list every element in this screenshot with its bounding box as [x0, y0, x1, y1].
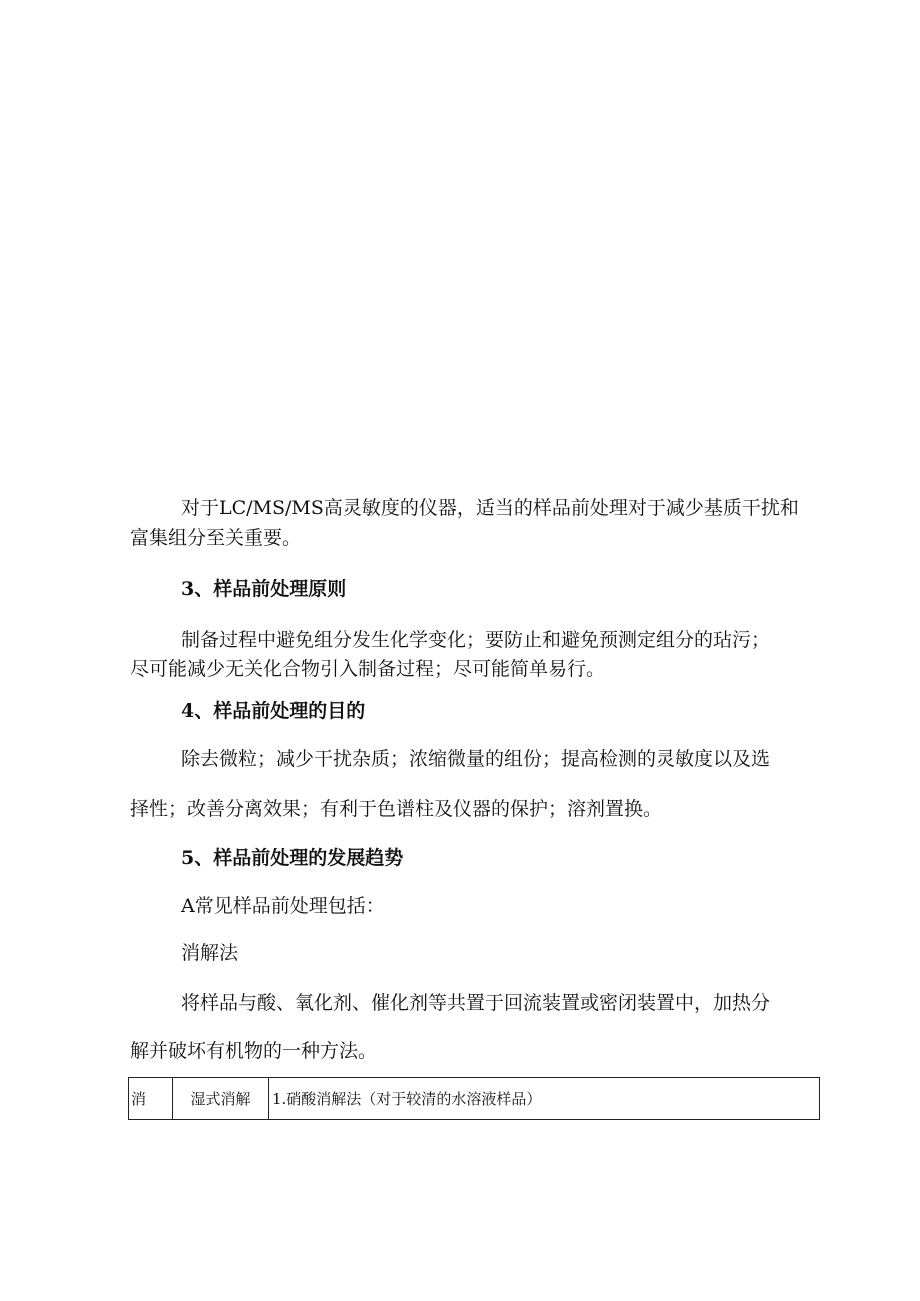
- intro-paragraph-line-2: 富集组分至关重要。: [130, 527, 302, 549]
- purpose-paragraph-line-2: 择性；改善分离效果；有利于色谱柱及仪器的保护；溶剂置换。: [130, 798, 663, 820]
- table-cell-category: 消: [129, 1078, 173, 1119]
- principles-paragraph-line-2: 尽可能减少无关化合物引入制备过程；尽可能简单易行。: [130, 658, 606, 680]
- heading-principles: 3、样品前处理原则: [181, 578, 347, 600]
- digestion-paragraph-line-2: 解并破坏有机物的一种方法。: [130, 1040, 378, 1062]
- purpose-paragraph-line-1: 除去微粒；减少干扰杂质；浓缩微量的组份；提高检测的灵敏度以及选: [181, 748, 771, 770]
- digestion-table: [128, 1077, 820, 1120]
- digestion-title: 消解法: [181, 942, 239, 964]
- table-cell-method: 湿式消解: [173, 1078, 269, 1119]
- intro-paragraph-line-1: 对于LC/MS/MS高灵敏度的仪器，适当的样品前处理对于减少基质干扰和: [181, 497, 799, 519]
- table-cell-description: 1.硝酸消解法（对于较清的水溶液样品）: [272, 1090, 542, 1108]
- heading-purpose: 4、样品前处理的目的: [181, 700, 366, 722]
- principles-paragraph-line-1: 制备过程中避免组分发生化学变化；要防止和避免预测定组分的玷污；: [181, 629, 771, 651]
- common-methods-line: A常见样品前处理包括：: [181, 895, 385, 917]
- heading-trends: 5、样品前处理的发展趋势: [181, 847, 404, 869]
- digestion-paragraph-line-1: 将样品与酸、氧化剂、催化剂等共置于回流装置或密闭装置中，加热分: [181, 992, 771, 1014]
